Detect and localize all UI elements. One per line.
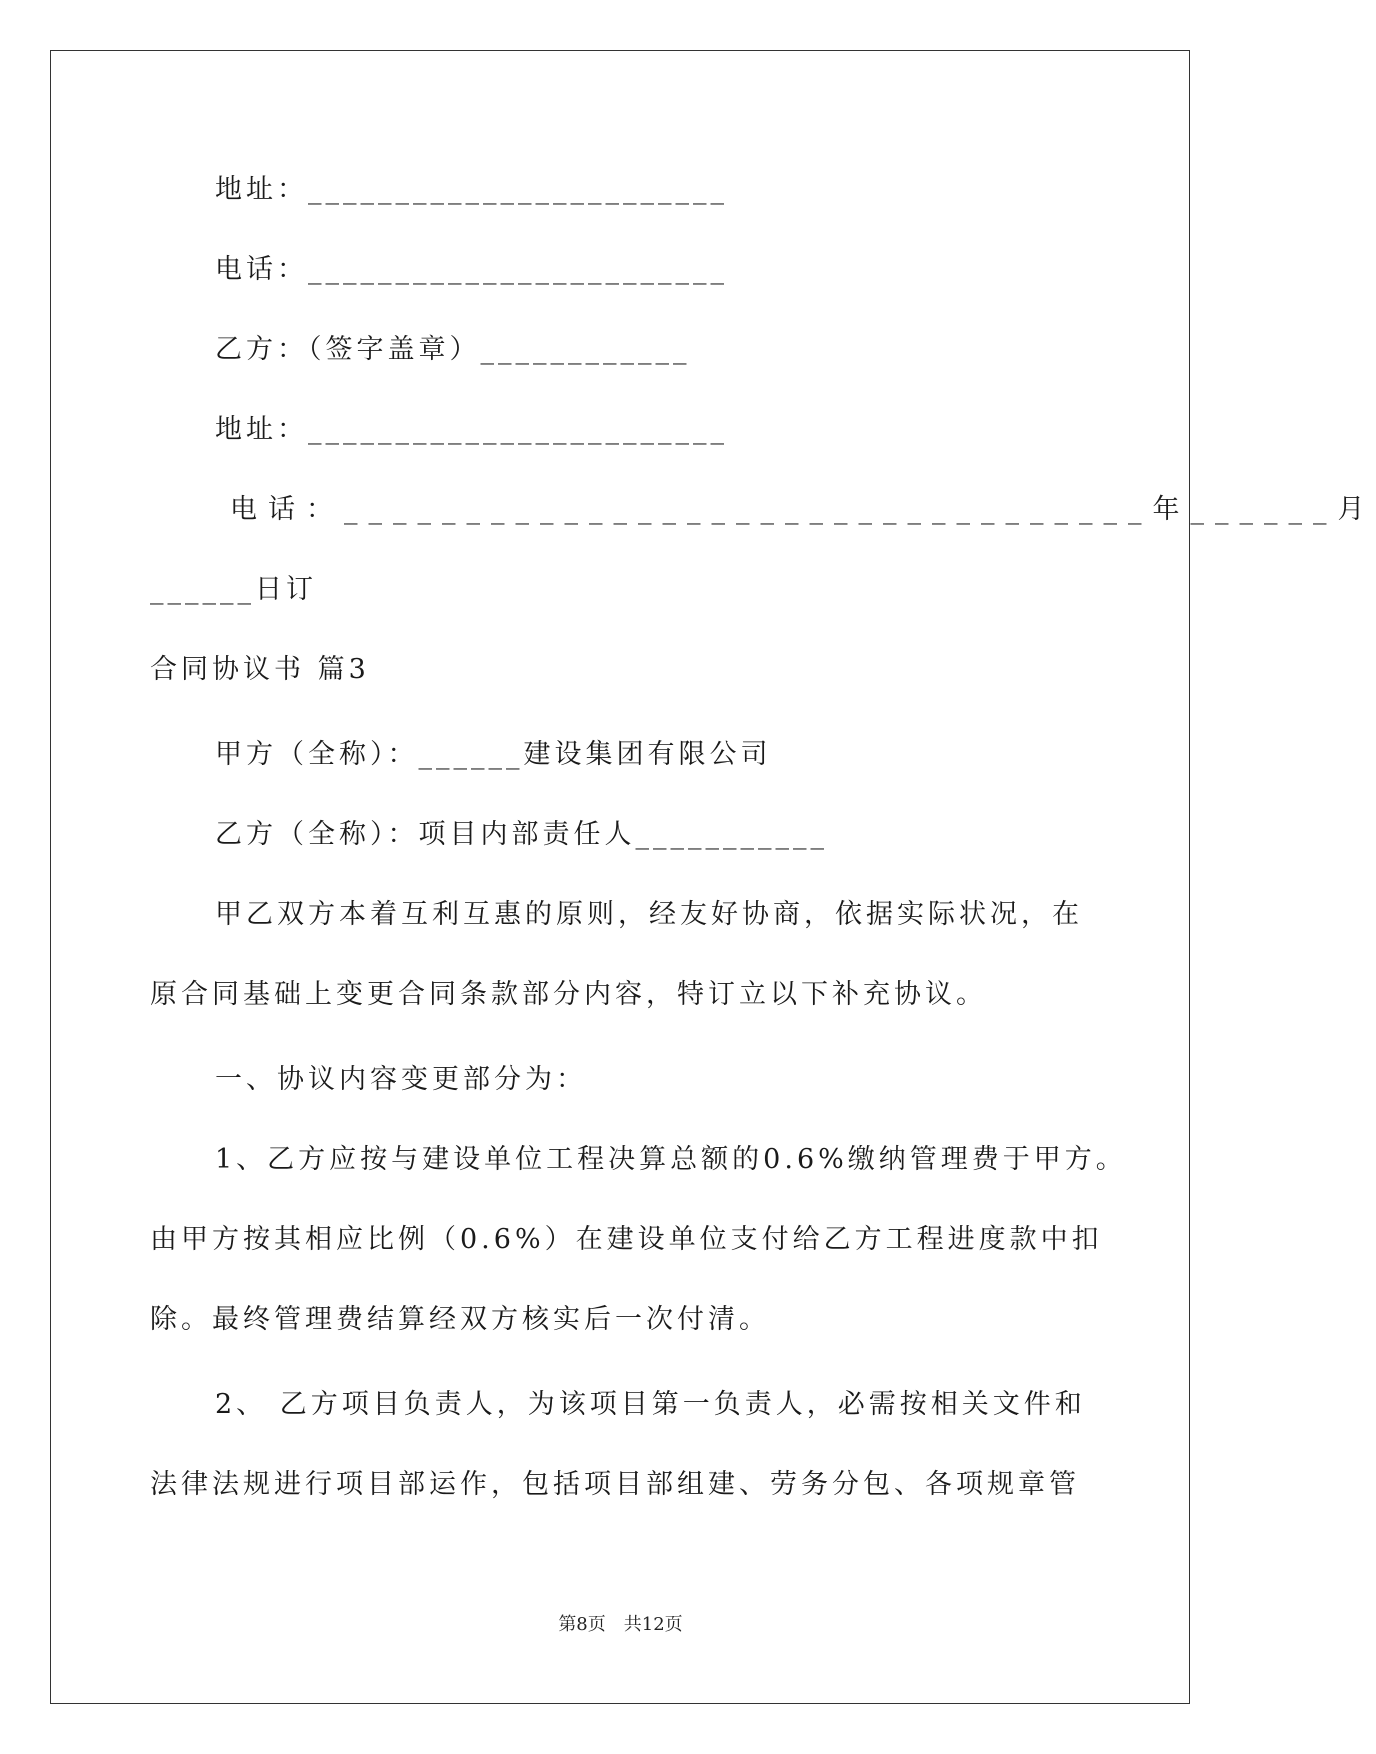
clause-2-line-2: 法律法规进行项目部运作，包括项目部组建、劳务分包、各项规章管: [150, 1469, 1080, 1500]
party-a-address-line: 地址：________________________: [215, 174, 728, 205]
clause-1-line-2: 由甲方按其相应比例（0.6%）在建设单位支付给乙方工程进度款中扣: [150, 1224, 1103, 1255]
page-border: [50, 50, 1190, 1704]
party-a-fullname-line: 甲方（全称）：______建设集团有限公司: [215, 739, 772, 770]
clause-2-line-1: 2、 乙方项目负责人，为该项目第一负责人，必需按相关文件和: [215, 1389, 1086, 1420]
party-b-address-line: 地址：________________________: [215, 414, 728, 445]
party-b-fullname-line: 乙方（全称）：项目内部责任人___________: [215, 819, 828, 850]
date-day-line: ______日订: [150, 574, 317, 605]
intro-paragraph-line-1: 甲乙双方本着互利互惠的原则，经友好协商，依据实际状况，在: [215, 899, 1083, 930]
page-number-footer: 第8页 共12页: [558, 1614, 683, 1635]
clause-heading: 一、协议内容变更部分为：: [215, 1064, 587, 1095]
intro-paragraph-line-2: 原合同基础上变更合同条款部分内容，特订立以下补充协议。: [150, 979, 987, 1010]
party-a-phone-line: 电话：________________________: [215, 254, 728, 285]
clause-1-line-3: 除。最终管理费结算经双方核实后一次付清。: [150, 1304, 770, 1335]
section-heading: 合同协议书 篇3: [150, 654, 370, 685]
party-b-phone-date-line: 电话：_________________________________年______月: [230, 494, 1376, 525]
clause-1-line-1: 1、乙方应按与建设单位工程决算总额的0.6%缴纳管理费于甲方。: [215, 1144, 1127, 1175]
party-b-signature-line: 乙方：（签字盖章）____________: [215, 334, 691, 365]
